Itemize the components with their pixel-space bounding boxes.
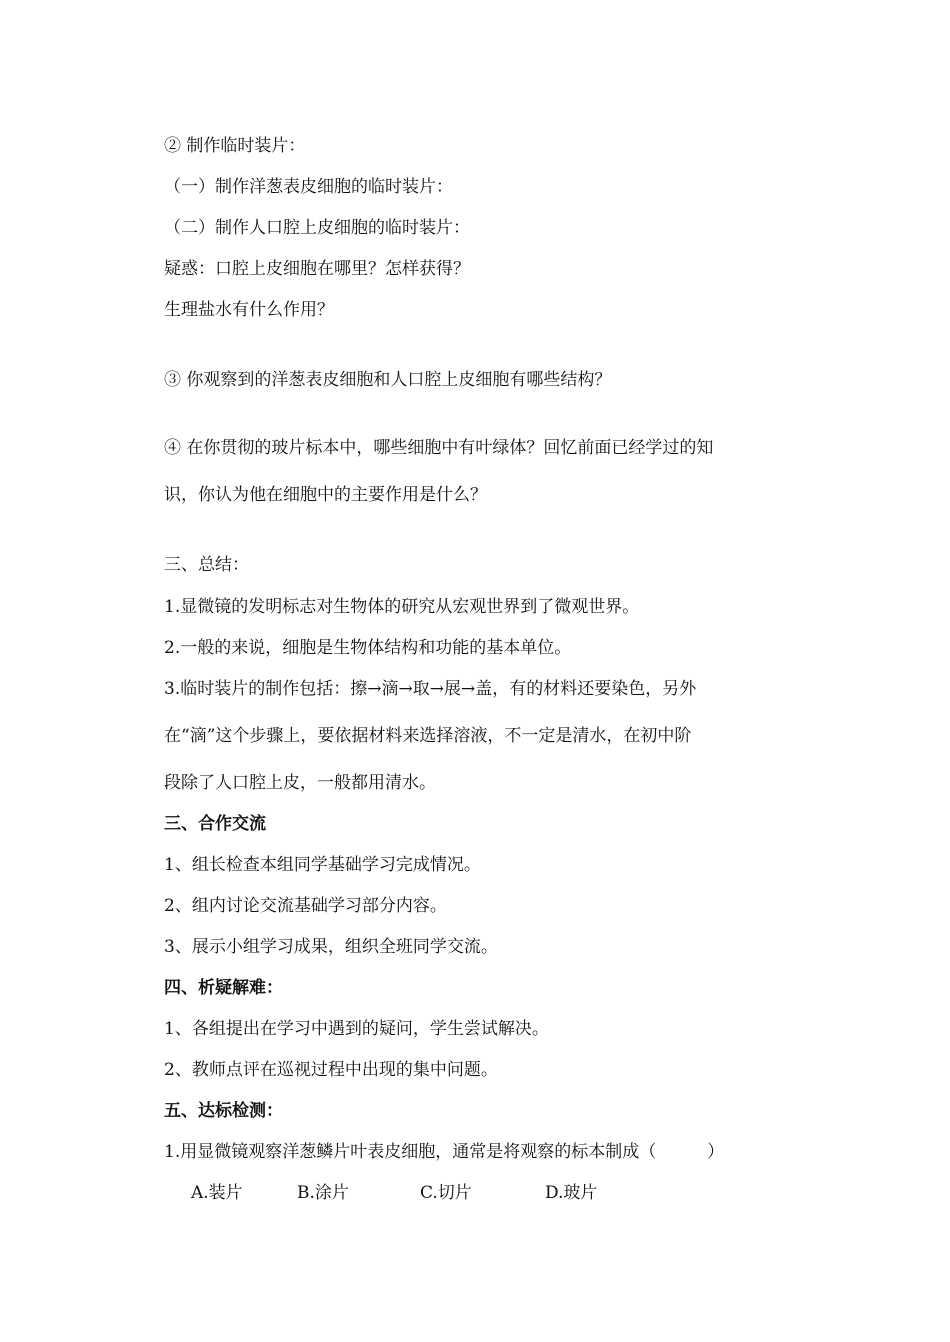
step-3-question: ③ 你观察到的洋葱表皮细胞和人口腔上皮细胞有哪些结构？ <box>164 370 612 390</box>
quiz-option-d: D.玻片 <box>545 1183 598 1203</box>
section-heading: 五、达标检测： <box>164 1101 283 1121</box>
summary-item: 1.显微镜的发明标志对生物体的研究从宏观世界到了微观世界。 <box>164 597 640 617</box>
summary-heading: 三、总结： <box>164 555 249 575</box>
quiz-option-c: C.切片 <box>420 1183 472 1203</box>
summary-item-cont: 在“滴”这个步骤上，要依据材料来选择溶液，不一定是清水，在初中阶 <box>164 726 692 746</box>
list-item: 2、教师点评在巡视过程中出现的集中问题。 <box>164 1060 498 1080</box>
quiz-question: 1.用显微镜观察洋葱鳞片叶表皮细胞，通常是将观察的标本制成（ ） <box>164 1142 725 1162</box>
step-2-heading: ② 制作临时装片： <box>164 136 306 156</box>
summary-item-cont: 段除了人口腔上皮，一般都用清水。 <box>164 773 436 793</box>
summary-item: 3.临时装片的制作包括：擦→滴→取→展→盖，有的材料还要染色，另外 <box>164 679 697 699</box>
question-line: 疑惑：口腔上皮细胞在哪里？怎样获得？ <box>164 259 470 279</box>
section-heading: 四、析疑解难： <box>164 978 283 998</box>
summary-item: 2.一般的来说，细胞是生物体结构和功能的基本单位。 <box>164 638 572 658</box>
list-item: 1、各组提出在学习中遇到的疑问，学生尝试解决。 <box>164 1019 549 1039</box>
list-item: 1、组长检查本组同学基础学习完成情况。 <box>164 855 481 875</box>
list-item: 3、展示小组学习成果，组织全班同学交流。 <box>164 937 498 957</box>
question-line: 生理盐水有什么作用？ <box>164 300 334 320</box>
sub-item-2: （二）制作人口腔上皮细胞的临时装片： <box>164 218 470 238</box>
step-4-question-cont: 识，你认为他在细胞中的主要作用是什么？ <box>164 485 487 505</box>
list-item: 2、组内讨论交流基础学习部分内容。 <box>164 896 447 916</box>
quiz-option-b: B.涂片 <box>297 1183 349 1203</box>
sub-item-1: （一）制作洋葱表皮细胞的临时装片： <box>164 177 453 197</box>
quiz-option-a: A.装片 <box>191 1183 243 1203</box>
section-heading: 三、合作交流 <box>164 814 266 834</box>
step-4-question: ④ 在你贯彻的玻片标本中，哪些细胞中有叶绿体？回忆前面已经学过的知 <box>164 438 714 458</box>
